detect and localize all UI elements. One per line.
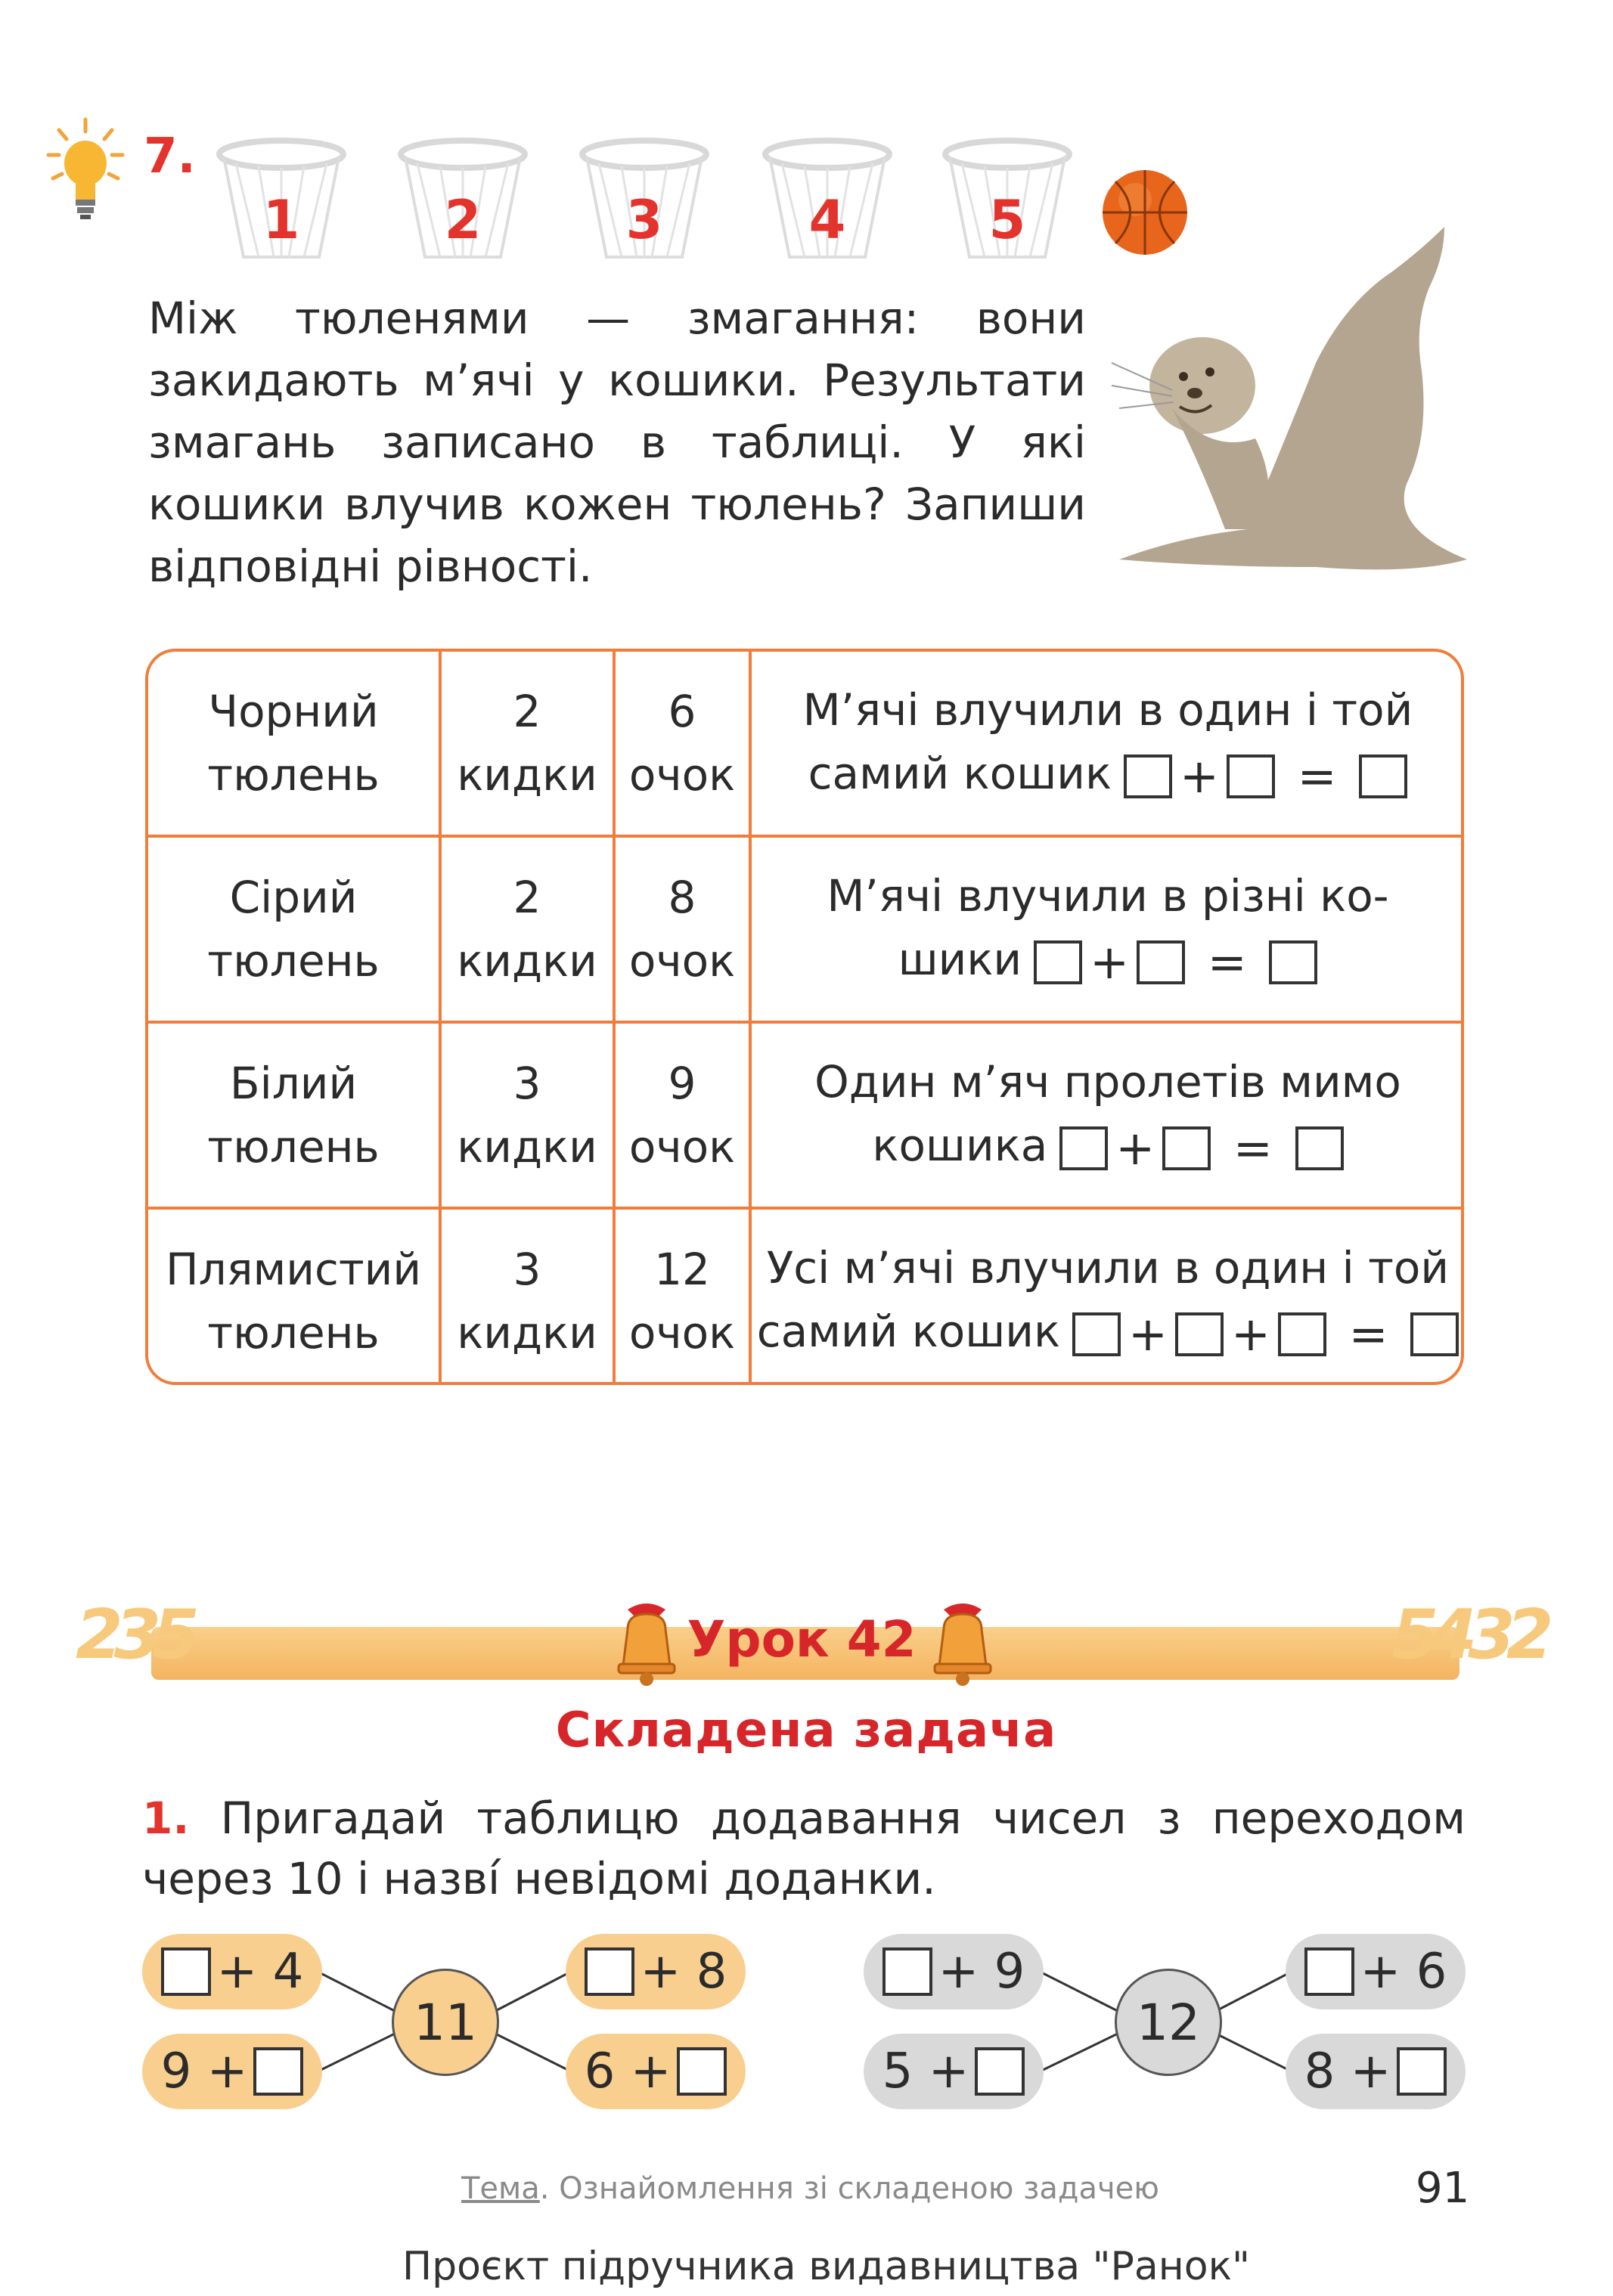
addend-pill: + 4 [142,1934,322,2009]
seal-name-cell: Білий тюлень [207,1058,380,1173]
task-number: 7. [144,129,196,184]
answer-box[interactable] [1410,1312,1459,1356]
sum-circle: 11 [392,1969,499,2076]
points-cell: 6 очок [628,686,736,801]
points-cell: 8 очок [628,872,736,987]
answer-box[interactable] [161,1947,211,1996]
condition-cell: М’ячі влучили в один і той самий кошик + = [752,652,1464,835]
seal-name-cell: Чорний тюлень [207,686,380,801]
basket-hoop: 4 [759,136,895,265]
table-row [148,652,1461,835]
basket-hoop: 5 [939,136,1075,265]
decorative-digits: 5432 [1391,1595,1545,1675]
answer-box[interactable] [1034,940,1082,984]
table-row [148,1210,1461,1385]
results-table [145,649,1464,1385]
seal-name-cell: Плямистий тюлень [165,1244,422,1359]
table-row [148,1024,1461,1207]
task-number: 1. [142,1792,190,1844]
basket-hoop: 3 [576,136,712,265]
equation-blank: + = [1034,931,1317,994]
table-row [148,838,1461,1021]
task-7-text: Між тюленями — змагання: вони закидають м’ячі у кошики. Результати змагань записано в таблиці. У які кошики влучив кожен тюлень? Запиши відповідні рівності. [148,293,1086,592]
points-cell: 9 очок [628,1058,736,1173]
answer-box[interactable] [1269,940,1317,984]
condition-cell: Усі м’ячі влучили в один і той самий кошик + + = [752,1210,1464,1385]
throws-cell: 3 кидки [457,1058,597,1173]
lesson-subtitle: Складена задача [555,1703,1057,1758]
addend-pill: 8 + [1286,2034,1466,2109]
addend-pill: + 8 [566,1934,746,2009]
answer-box[interactable] [1059,1126,1108,1170]
seal-illustration [1089,212,1475,582]
lesson-title: Урок 42 [687,1610,917,1669]
answer-box[interactable] [882,1947,932,1996]
answer-box[interactable] [1295,1126,1344,1170]
seal-name-cell: Сірий тюлень [207,872,380,987]
sum-circle: 12 [1115,1969,1222,2076]
answer-box[interactable] [253,2047,303,2096]
addend-pill: 6 + [566,2034,746,2109]
answer-box[interactable] [1359,754,1407,798]
lightbulb-icon [44,113,127,227]
throws-cell: 3 кидки [457,1244,597,1359]
condition-cell: Один м’яч пролетів мимо кошика + = [752,1024,1464,1207]
answer-box[interactable] [1175,1312,1224,1356]
answer-box[interactable] [1278,1312,1326,1356]
answer-box[interactable] [1124,754,1172,798]
addend-pill: 5 + [864,2034,1044,2109]
answer-box[interactable] [1072,1312,1121,1356]
answer-box[interactable] [585,1947,634,1996]
page-number: 91 [1416,2164,1470,2213]
points-cell: 12 очок [628,1244,736,1359]
answer-box[interactable] [1162,1126,1211,1170]
decorative-digits: 235 [76,1595,191,1675]
basket-hoop: 1 [213,136,349,265]
page-topic: Тема. Ознайомлення зі складеною задачею [461,2171,1159,2206]
throws-cell: 2 кидки [457,686,597,801]
answer-box[interactable] [677,2047,727,2096]
answer-box[interactable] [975,2047,1025,2096]
addend-pill: + 6 [1286,1934,1466,2009]
answer-box[interactable] [1304,1947,1354,1996]
answer-box[interactable] [1137,940,1185,984]
equation-blank: + = [1124,745,1407,808]
answer-box[interactable] [1227,754,1275,798]
addend-pill: + 9 [864,1934,1044,2009]
bell-icon [921,1599,1004,1690]
condition-cell: М’ячі влучили в різні ко- шики + = [752,838,1464,1021]
bell-icon [605,1599,688,1690]
task-1-text: 1. Пригадай таблицю додавання чисел з переходом через 10 і назві́ невідомі доданки. [142,1792,1466,1904]
addend-pill: 9 + [142,2034,322,2109]
throws-cell: 2 кидки [457,872,597,987]
equation-blank: + = [1059,1117,1343,1180]
basket-hoop: 2 [395,136,531,265]
publisher-note: Проєкт підручника видавництва "Ранок" [402,2244,1250,2289]
answer-box[interactable] [1397,2047,1447,2096]
equation-blank: + + = [1072,1303,1459,1366]
